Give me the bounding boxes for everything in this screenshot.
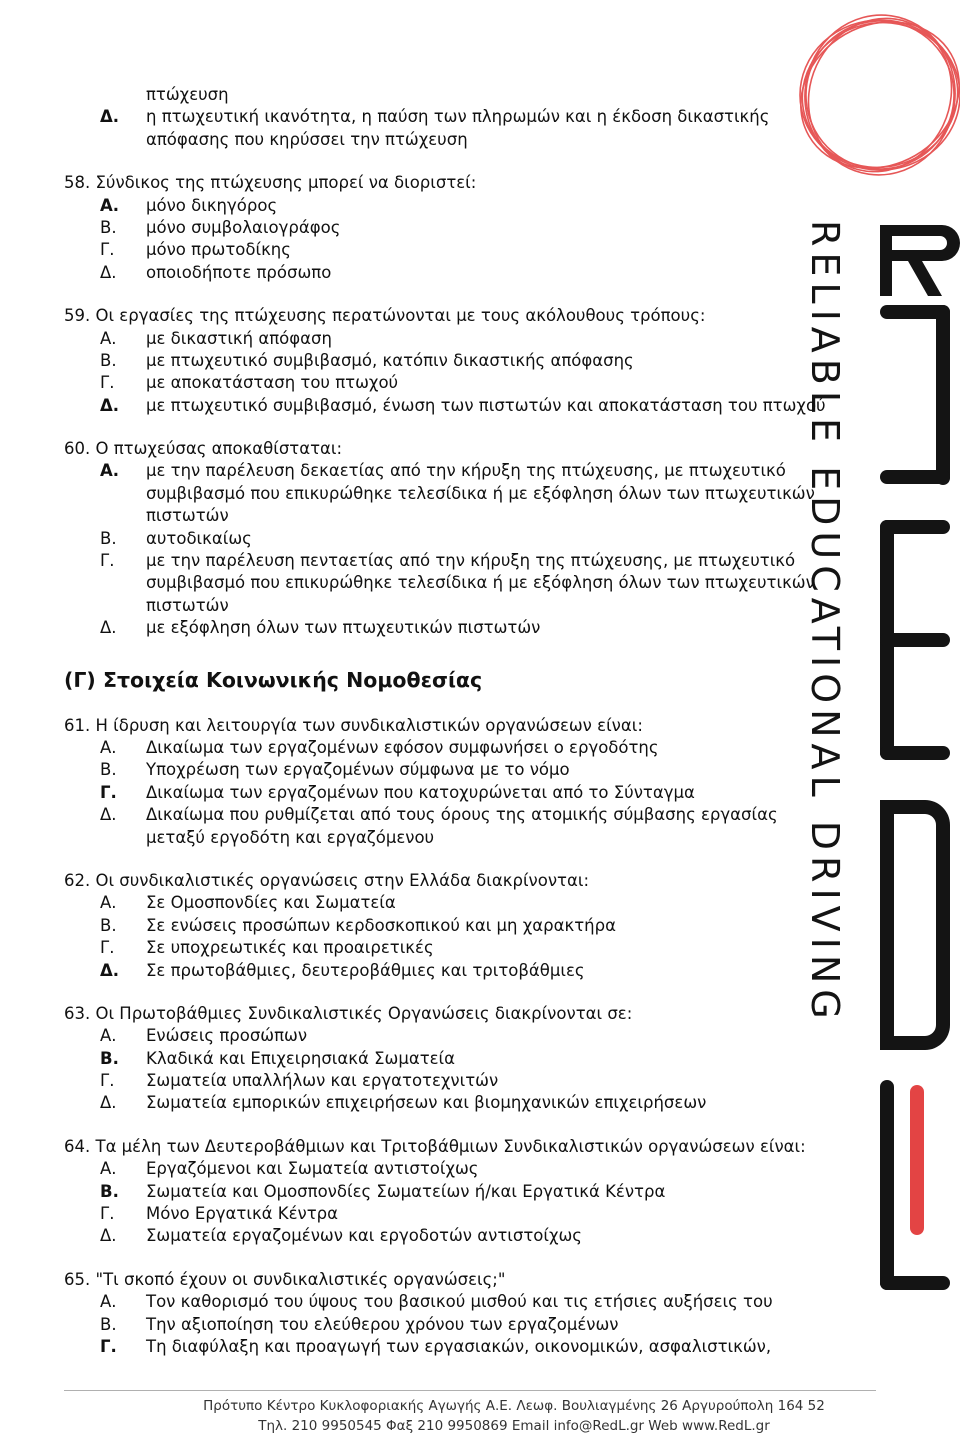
option-text: Κλαδικά και Επιχειρησιακά Σωματεία <box>146 1048 456 1068</box>
option-text: Σωματεία εμπορικών επιχειρήσεων και βιομηχανικών επιχειρήσεων <box>146 1093 707 1113</box>
option-letter: Γ. <box>100 938 115 958</box>
option-letter: Δ. <box>100 1226 117 1246</box>
option-text: με αποκατάσταση του πτωχού <box>146 373 399 393</box>
option-text: Δικαίωμα των εργαζομένων εφόσον συμφωνήσει ο εργοδότης <box>146 737 659 757</box>
option-text: Σε πρωτοβάθμιες, δευτεροβάθμιες και τριτοβάθμιες <box>146 960 585 980</box>
option-text: Σε Ομοσπονδίες και Σωματεία <box>146 893 396 913</box>
option-text: με δικαστική απόφαση <box>146 328 332 348</box>
answer-option <box>64 395 824 417</box>
answer-option <box>64 1225 824 1247</box>
question-text: 62. Οι συνδικαλιστικές οργανώσεις στην Ελλάδα διακρίνονται: <box>64 870 590 890</box>
answer-option <box>64 1158 824 1180</box>
option-text: η πτωχευτική ικανότητα, η παύση των πληρωμών και η έκδοση δικαστικής <box>146 107 770 127</box>
option-text: με εξόφληση όλων των πτωχευτικών πιστωτών <box>146 618 541 638</box>
option-letter: Γ. <box>100 1204 115 1224</box>
answer-option <box>64 372 824 394</box>
option-text: μόνο συμβολαιογράφος <box>146 217 341 237</box>
option-text: Υποχρέωση των εργαζομένων σύμφωνα με το νόμο <box>146 760 570 780</box>
answer-option <box>64 550 824 572</box>
option-text: Δικαίωμα που ρυθμίζεται από τους όρους της ατομικής σύμβασης εργασίας <box>146 805 778 825</box>
answer-option <box>64 1025 824 1047</box>
footer <box>64 1396 960 1436</box>
option-text: Σωματεία υπαλλήλων και εργατοτεχνιτών <box>146 1071 499 1091</box>
answer-option <box>64 804 824 826</box>
footer-address: Πρότυπο Κέντρο Κυκλοφοριακής Αγωγής Α.Ε. Λεωφ. Βουλιαγμένης 26 Αργυρούπολη 164 52 <box>203 1398 825 1414</box>
option-letter: Β. <box>100 915 117 935</box>
option-text: Την αξιοποίηση του ελεύθερου χρόνου των εργαζομένων <box>146 1314 619 1334</box>
continuation-text: συμβιβασμό που επικυρώθηκε τελεσίδικα ή με εξόφληση όλων των πτωχευτικών <box>146 573 815 593</box>
option-letter: Α. <box>100 1159 117 1179</box>
option-letter: Β. <box>100 760 117 780</box>
option-text: Σε υποχρεωτικές και προαιρετικές <box>146 938 434 958</box>
continuation-text: πιστωτών <box>146 595 229 615</box>
answer-option <box>64 195 824 217</box>
question-text: 65. "Τι σκοπό έχουν οι συνδικαλιστικές οργανώσεις;" <box>64 1269 506 1289</box>
option-letter: Δ. <box>100 107 120 127</box>
continuation-text: απόφασης που κηρύσσει την πτώχευση <box>146 129 468 149</box>
continuation-line <box>64 595 824 617</box>
answer-option <box>64 1203 824 1225</box>
option-letter: Α. <box>100 1292 117 1312</box>
option-letter: Δ. <box>100 1093 117 1113</box>
option-letter: Α. <box>100 1026 117 1046</box>
continuation-line <box>64 572 824 594</box>
option-letter: Γ. <box>100 1336 117 1356</box>
answer-option <box>64 350 824 372</box>
option-letter: Δ. <box>100 960 120 980</box>
option-text: Εργαζόμενοι και Σωματεία αντιστοίχως <box>146 1159 479 1179</box>
answer-option <box>64 460 824 482</box>
document-body <box>64 84 824 1358</box>
answer-option <box>64 217 824 239</box>
answer-option <box>64 1092 824 1114</box>
option-letter: Γ. <box>100 240 115 260</box>
option-text: Δικαίωμα των εργαζομένων που κατοχυρώνεται από το Σύνταγμα <box>146 782 695 802</box>
answer-option <box>64 759 824 781</box>
option-letter: Β. <box>100 528 117 548</box>
continuation-line <box>64 505 824 527</box>
option-letter: Β. <box>100 1048 119 1068</box>
option-text: Τη διαφύλαξη και προαγωγή των εργασιακών, οικονομικών, ασφαλιστικών, <box>146 1336 772 1356</box>
option-text: οποιοδήποτε πρόσωπο <box>146 262 332 282</box>
option-letter: Δ. <box>100 618 117 638</box>
answer-option <box>64 737 824 759</box>
answer-option <box>64 1048 824 1070</box>
question-text: 58. Σύνδικος της πτώχευσης μπορεί να διοριστεί: <box>64 173 477 193</box>
answer-option <box>64 782 824 804</box>
option-letter: Α. <box>100 461 120 481</box>
footer-divider <box>64 1390 876 1391</box>
answer-option <box>64 892 824 914</box>
option-text: Μόνο Εργατικά Κέντρα <box>146 1204 339 1224</box>
continuation-text: συμβιβασμό που επικυρώθηκε τελεσίδικα ή με εξόφληση όλων των πτωχευτικών <box>146 483 815 503</box>
answer-option <box>64 328 824 350</box>
question-text: 60. Ο πτωχεύσας αποκαθίσταται: <box>64 439 343 459</box>
answer-option <box>64 528 824 550</box>
answer-option <box>64 1181 824 1203</box>
answer-option <box>64 239 824 261</box>
answer-option <box>64 1336 824 1358</box>
option-text: με την παρέλευση πενταετίας από την κήρυξη της πτώχευσης, με πτωχευτικό <box>146 551 796 571</box>
footer-contact: Τηλ. 210 9950545 Φαξ 210 9950869 Email info@RedL.gr Web www.RedL.gr <box>258 1418 770 1434</box>
option-letter: Γ. <box>100 373 115 393</box>
option-text: με πτωχευτικό συμβιβασμό, ένωση των πιστωτών και αποκατάσταση του πτωχού <box>146 395 826 415</box>
option-text: Σωματεία και Ομοσπονδίες Σωματείων ή/και Εργατικά Κέντρα <box>146 1181 666 1201</box>
option-letter: Γ. <box>100 1071 115 1091</box>
option-text: με πτωχευτικό συμβιβασμό, κατόπιν δικαστικής απόφασης <box>146 350 634 370</box>
option-letter: Α. <box>100 328 117 348</box>
question-text: 63. Οι Πρωτοβάθμιες Συνδικαλιστικές Οργανώσεις διακρίνονται σε: <box>64 1003 633 1023</box>
answer-option <box>64 1291 824 1313</box>
option-text: μόνο πρωτοδίκης <box>146 240 291 260</box>
answer-option <box>64 1070 824 1092</box>
option-letter: Β. <box>100 1181 119 1201</box>
logo-vertical-text: RELIABLE EDUCATIONAL DRIVING <box>803 220 847 1025</box>
option-text: Σε ενώσεις προσώπων κερδοσκοπικού και μη χαρακτήρα <box>146 915 616 935</box>
option-letter: Δ. <box>100 805 117 825</box>
option-letter: Γ. <box>100 782 117 802</box>
answer-option <box>64 937 824 959</box>
option-letter: Δ. <box>100 262 117 282</box>
option-letter: Β. <box>100 1314 117 1334</box>
option-letter: Α. <box>100 893 117 913</box>
option-letter: Β. <box>100 217 117 237</box>
answer-option <box>64 262 824 284</box>
continuation-line <box>64 84 824 106</box>
option-letter: Α. <box>100 737 117 757</box>
option-text: Ενώσεις προσώπων <box>146 1026 308 1046</box>
continuation-line <box>64 827 824 849</box>
option-letter: Α. <box>100 195 120 215</box>
option-letter: Β. <box>100 350 117 370</box>
answer-option <box>64 617 824 639</box>
option-letter: Γ. <box>100 551 115 571</box>
option-text: μόνο δικηγόρος <box>146 195 278 215</box>
answer-option <box>64 106 824 128</box>
answer-option <box>64 1314 824 1336</box>
answer-option <box>64 960 824 982</box>
continuation-text: πιστωτών <box>146 506 229 526</box>
question-text: 59. Οι εργασίες της πτώχευσης περατώνονται με τους ακόλουθους τρόπους: <box>64 306 706 326</box>
answer-option <box>64 915 824 937</box>
option-text: αυτοδικαίως <box>146 528 252 548</box>
continuation-line <box>64 129 824 151</box>
option-text: με την παρέλευση δεκαετίας από την κήρυξη της πτώχευσης, με πτωχευτικό <box>146 461 786 481</box>
option-letter: Δ. <box>100 395 120 415</box>
question-text: 64. Τα μέλη των Δευτεροβάθμιων και Τριτοβάθμιων Συνδικαλιστικών οργανώσεων είναι: <box>64 1136 806 1156</box>
section-heading: (Γ) Στοιχεία Κοινωνικής Νομοθεσίας <box>64 667 483 692</box>
option-text: Τον καθορισμό του ύψους του βασικού μισθού και τις ετήσιες αυξήσεις του <box>146 1292 773 1312</box>
continuation-text: μεταξύ εργοδότη και εργαζόμενου <box>146 827 435 847</box>
option-text: Σωματεία εργαζομένων και εργοδοτών αντιστοίχως <box>146 1226 582 1246</box>
continuation-text: πτώχευση <box>146 85 229 104</box>
question-text: 61. Η ίδρυση και λειτουργία των συνδικαλιστικών οργανώσεων είναι: <box>64 715 643 735</box>
continuation-line <box>64 483 824 505</box>
